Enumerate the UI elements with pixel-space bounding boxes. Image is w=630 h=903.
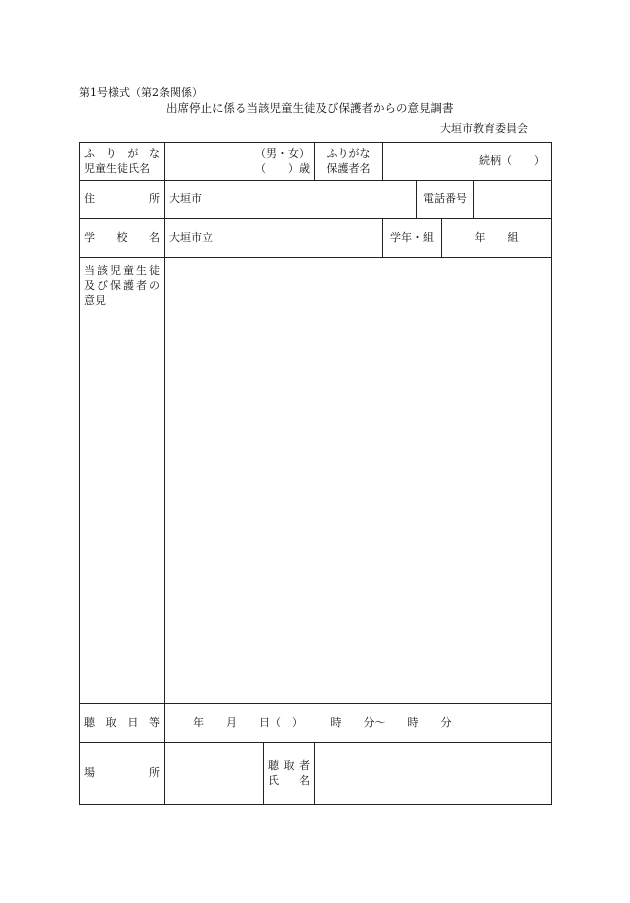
opinion-form-table [79,142,552,805]
phone-label: 電話番号 [417,181,474,219]
document-title: 出席停止に係る当該児童生徒及び保護者からの意見調書 [166,101,454,115]
grade-class-field[interactable]: 年 組 [442,219,552,258]
guardian-name-label-cell [315,143,383,181]
student-name-label: 児童生徒氏名 [84,161,150,175]
age-field[interactable]: （ ）歳 [255,161,311,175]
student-name-field[interactable] [165,143,315,181]
address-row [80,181,552,219]
guardian-name-label: 保護者名 [326,161,371,175]
issuer-name: 大垣市教育委員会 [440,122,528,135]
opinion-row [80,258,552,704]
address-field[interactable]: 大垣市 [165,181,417,219]
hearing-date-row [80,704,552,743]
name-row [80,143,552,181]
place-row [80,743,552,805]
opinion-label-line-3: 意見 [84,293,106,307]
listener-label [264,743,315,805]
opinion-label-line-1: 当該児童生徒 [84,264,160,277]
grade-label: 学年・組 [383,219,442,258]
relation-field[interactable]: 続柄（ ） [479,154,546,168]
listener-label-line-2: 氏 名 [268,773,311,787]
address-label: 住 所 [80,181,165,219]
guardian-name-field[interactable] [383,143,552,181]
hearing-date-field[interactable]: 年 月 日（ ） 時 分～ 時 分 [165,704,552,743]
phone-field[interactable] [474,181,552,219]
opinion-label-line-2: 及び保護者の [84,278,160,292]
opinion-label [80,258,165,704]
listener-label-line-1: 聴取者 [268,758,311,772]
gender-selector[interactable]: （男・女） [255,146,311,160]
school-label: 学 校 名 [80,219,165,258]
form-number: 第1号様式（第2条関係） [79,86,203,99]
listener-name-field[interactable] [315,743,552,805]
hearing-date-label: 聴取日等 [80,704,165,743]
student-name-label-cell [80,143,165,181]
guardian-furigana-label: ふりがな [326,146,371,160]
school-row [80,219,552,258]
school-field[interactable]: 大垣市立 [165,219,383,258]
place-label: 場 所 [80,743,165,805]
student-furigana-label: ふりがな [84,146,160,160]
place-field[interactable] [165,743,264,805]
opinion-field[interactable] [165,258,552,704]
